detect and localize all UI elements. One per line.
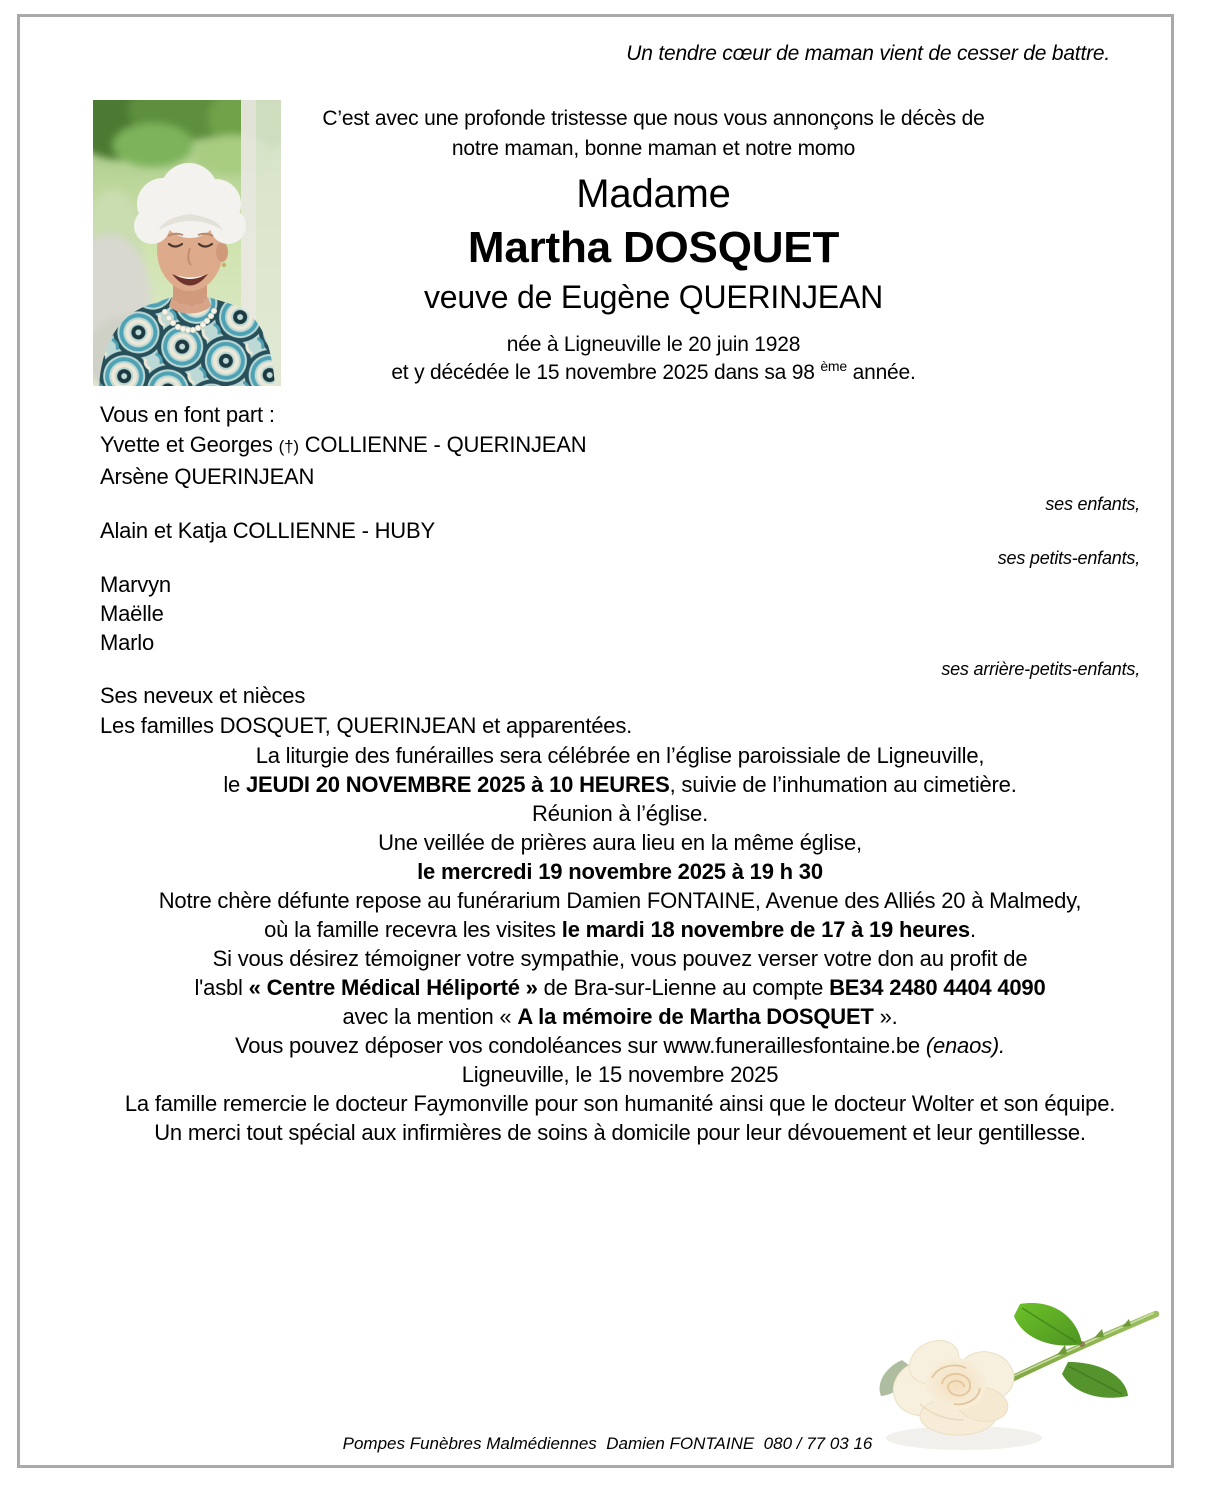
families-line: Les familles DOSQUET, QUERINJEAN et apparentées.: [100, 713, 633, 738]
vigil-paragraph: Une veillée de prières aura lieu en la même église, le mercredi 19 novembre 2025 à 19 h 30: [378, 830, 862, 884]
grandchildren-label: ses petits-enfants,: [997, 548, 1140, 568]
funeral-home-footer: Pompes Funèbres Malmédiennes Damien FONTAINE 080 / 77 03 16: [342, 1434, 873, 1453]
memory-mention-bold: A la mémoire de Martha DOSQUET: [517, 1004, 874, 1029]
vigil-date-bold: le mercredi 19 novembre 2025 à 19 h 30: [417, 859, 823, 884]
death-ordinal-sup: ème: [820, 358, 847, 374]
great-grandchildren-lines: Marvyn Maëlle Marlo: [100, 572, 171, 655]
dagger-mark: (†): [278, 437, 299, 456]
body-block: [100, 400, 1140, 1147]
charity-name-bold: « Centre Médical Héliporté »: [248, 975, 538, 1000]
children-label: ses enfants,: [1045, 494, 1140, 514]
donation-paragraph: Si vous désirez témoigner votre sympathie, vous pouvez verser votre don au profit de l'asbl « Centre Médical Héliporté » de Bra-sur-Lienne au compte BE34 2480 4404 4090 avec la mention « A la mémoire de Martha DOSQUET ».: [194, 946, 1046, 1029]
enaos-note: (enaos).: [925, 1033, 1005, 1058]
children-lines: Yvette et Georges (†) COLLIENNE - QUERINJEAN Arsène QUERINJEAN: [100, 432, 587, 489]
grandchildren-line: Alain et Katja COLLIENNE - HUBY: [100, 518, 435, 543]
dateline: Ligneuville, le 15 novembre 2025: [461, 1062, 779, 1087]
intro-line-2: notre maman, bonne maman et notre momo: [451, 137, 856, 160]
header-block: [92, 104, 1215, 387]
deceased-name: Martha DOSQUET: [467, 223, 840, 272]
epigraph: Un tendre cœur de maman vient de cesser de battre.: [626, 42, 1110, 65]
intro-line-1: C’est avec une profonde tristesse que nous vous annonçons le décès de: [322, 107, 985, 130]
liturgy-paragraph: La liturgie des funérailles sera célébrée en l’église paroissiale de Ligneuville, le JEUDI 20 NOVEMBRE 2025 à 10 HEURES, suivie de l’inhumation au cimetière.: [223, 743, 1017, 797]
widow-line: veuve de Eugène QUERINJEAN: [423, 279, 884, 315]
nephews-line: Ses neveux et nièces: [100, 683, 306, 708]
announce-line: Vous en font part :: [100, 402, 275, 427]
account-number-bold: BE34 2480 4404 4090: [829, 975, 1046, 1000]
rose-bloom: [886, 1332, 1019, 1435]
title-madame: Madame: [576, 172, 731, 216]
visit-date-bold: le mardi 18 novembre de 17 à 19 heures: [561, 917, 970, 942]
condolences-line: Vous pouvez déposer vos condoléances sur www.funeraillesfontaine.be (enaos).: [235, 1033, 1005, 1058]
birth-line: née à Ligneuville le 20 juin 1928: [506, 333, 801, 356]
repose-paragraph: Notre chère défunte repose au funérarium Damien FONTAINE, Avenue des Alliés 20 à Malmedy, où la famille recevra les visites le mardi 18 novembre de 17 à 19 heures.: [158, 888, 1082, 942]
liturgy-date-bold: JEUDI 20 NOVEMBRE 2025 à 10 HEURES: [246, 772, 670, 797]
thanks-paragraph: La famille remercie le docteur Faymonville pour son humanité ainsi que le docteur Wolter et son équipe. Un merci tout spécial aux infirmières de soins à domicile pour leur dévouement et leur gentillesse.: [124, 1091, 1116, 1145]
reunion-line: Réunion à l’église.: [532, 801, 708, 826]
great-grandchildren-label: ses arrière-petits-enfants,: [941, 659, 1140, 679]
death-line: et y décédée le 15 novembre 2025 dans sa 98 $^{ème}$ année.: [391, 358, 916, 384]
